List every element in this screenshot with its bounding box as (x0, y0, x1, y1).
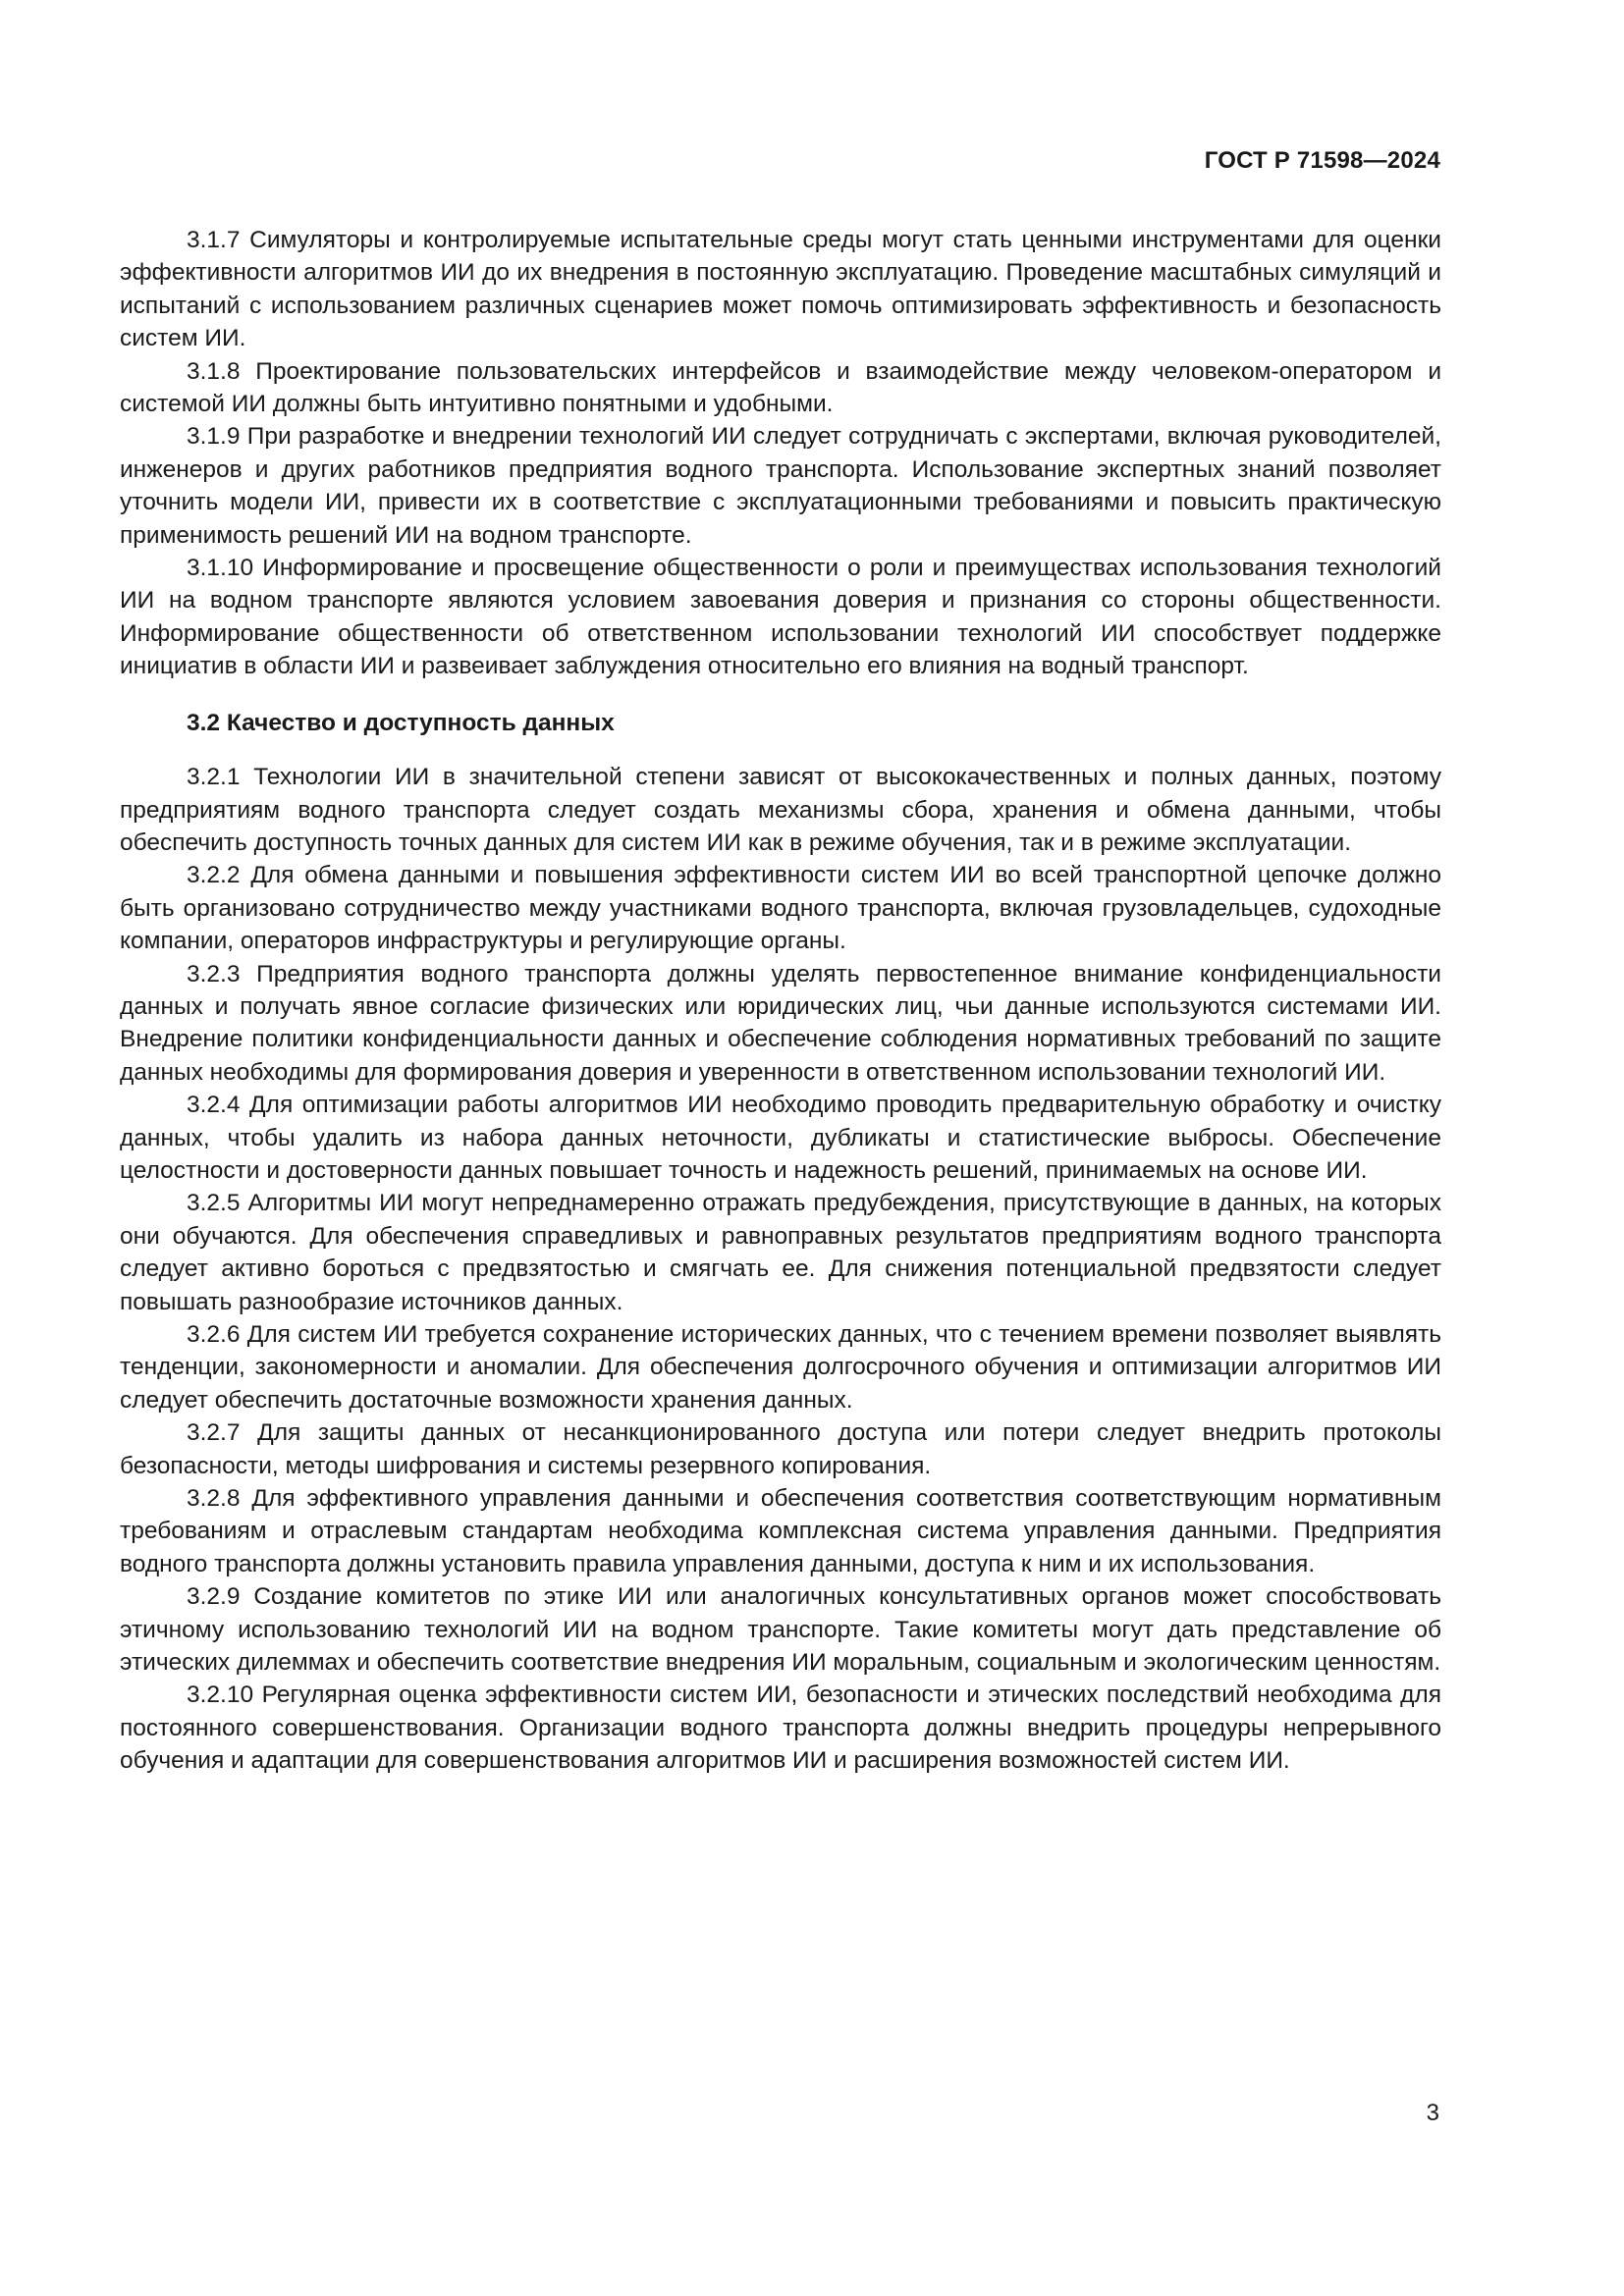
paragraph-3-2-1: 3.2.1 Технологии ИИ в значительной степени зависят от высококачественных и полных данных, поэтому предприятиям водного транспорта следует создать механизмы сбора, хранения и обмена данными, чтобы обеспечить доступность точных данных для систем ИИ как в режиме обучения, так и в режиме эксплуатации. (120, 764, 1441, 856)
page-content (120, 224, 1441, 1778)
section-title-3-2: 3.2 Качество и доступность данных (187, 709, 615, 736)
paragraph-3-2-7: 3.2.7 Для защиты данных от несанкционированного доступа или потери следует внедрить протоколы безопасности, методы шифрования и системы резервного копирования. (120, 1419, 1441, 1479)
paragraph-3-1-8: 3.1.8 Проектирование пользовательских интерфейсов и взаимодействие между человеком-оператором и системой ИИ должны быть интуитивно понятными и удобными. (120, 357, 1441, 418)
paragraph-3-1-7: 3.1.7 Симуляторы и контролируемые испытательные среды могут стать ценными инструментами для оценки эффективности алгоритмов ИИ до их внедрения в постоянную эксплуатацию. Проведение масштабных симуляций и испытаний с использованием различных сценариев может помочь оптимизировать эффективность и безопасность систем ИИ. (120, 227, 1441, 352)
paragraph-3-2-5: 3.2.5 Алгоритмы ИИ могут непреднамеренно отражать предубеждения, присутствующие в данных, на которых они обучаются. Для обеспечения справедливых и равноправных результатов предприятиям водного транспорта следует активно бороться с предвзятостью и смягчать ее. Для снижения потенциальной предвзятости следует повышать разнообразие источников данных. (120, 1190, 1441, 1315)
paragraph-3-2-3: 3.2.3 Предприятия водного транспорта должны уделять первостепенное внимание конфиденциальности данных и получать явное согласие физических или юридических лиц, чьи данные используются системами ИИ. Внедрение политики конфиденциальности данных и обеспечение соблюдения нормативных требований по защите данных необходимы для формирования доверия и уверенности в ответственном использовании технологий ИИ. (120, 960, 1441, 1086)
paragraph-3-1-10: 3.1.10 Информирование и просвещение общественности о роли и преимуществах использования технологий ИИ на водном транспорте являются условием завоевания доверия и признания со стороны общественности. Информирование общественности об ответственном использовании технологий ИИ способствует поддержке инициатив в области ИИ и развеивает заблуждения относительно его влияния на водный транспорт. (120, 555, 1441, 680)
paragraph-3-2-2: 3.2.2 Для обмена данными и повышения эффективности систем ИИ во всей транспортной цепочке должно быть организовано сотрудничество между участниками водного транспорта, включая грузовладельцев, судоходные компании, операторов инфраструктуры и регулирующие органы. (120, 862, 1441, 955)
paragraph-3-1-9: 3.1.9 При разработке и внедрении технологий ИИ следует сотрудничать с экспертами, включая руководителей, инженеров и других работников предприятия водного транспорта. Использование экспертных знаний позволяет уточнить модели ИИ, привести их в соответствие с эксплуатационными требованиями и повысить практическую применимость решений ИИ на водном транспорте. (120, 423, 1441, 549)
paragraph-3-2-6: 3.2.6 Для систем ИИ требуется сохранение исторических данных, что с течением времени позволяет выявлять тенденции, закономерности и аномалии. Для обеспечения долгосрочного обучения и оптимизации алгоритмов ИИ следует обеспечить достаточные возможности хранения данных. (120, 1321, 1441, 1414)
paragraph-3-2-4: 3.2.4 Для оптимизации работы алгоритмов ИИ необходимо проводить предварительную обработку и очистку данных, чтобы удалить из набора данных неточности, дубликаты и статистические выбросы. Обеспечение целостности и достоверности данных повышает точность и надежность решений, принимаемых на основе ИИ. (120, 1092, 1441, 1184)
document-id-header: ГОСТ Р 71598—2024 (1204, 147, 1440, 174)
paragraph-3-2-10: 3.2.10 Регулярная оценка эффективности систем ИИ, безопасности и этических последствий необходима для постоянного совершенствования. Организации водного транспорта должны внедрить процедуры непрерывного обучения и адаптации для совершенствования алгоритмов ИИ и расширения возможностей систем ИИ. (120, 1682, 1441, 1775)
paragraph-3-2-8: 3.2.8 Для эффективного управления данными и обеспечения соответствия соответствующим нормативным требованиям и отраслевым стандартам необходима комплексная система управления данными. Предприятия водного транспорта должны установить правила управления данными, доступа к ним и их использования. (120, 1485, 1441, 1577)
paragraph-3-2-9: 3.2.9 Создание комитетов по этике ИИ или аналогичных консультативных органов может способствовать этичному использованию технологий ИИ на водном транспорте. Такие комитеты могут дать представление об этических дилеммах и обеспечить соответствие внедрения ИИ моральным, социальным и экологическим ценностям. (120, 1583, 1441, 1677)
page-number: 3 (1426, 2100, 1439, 2126)
